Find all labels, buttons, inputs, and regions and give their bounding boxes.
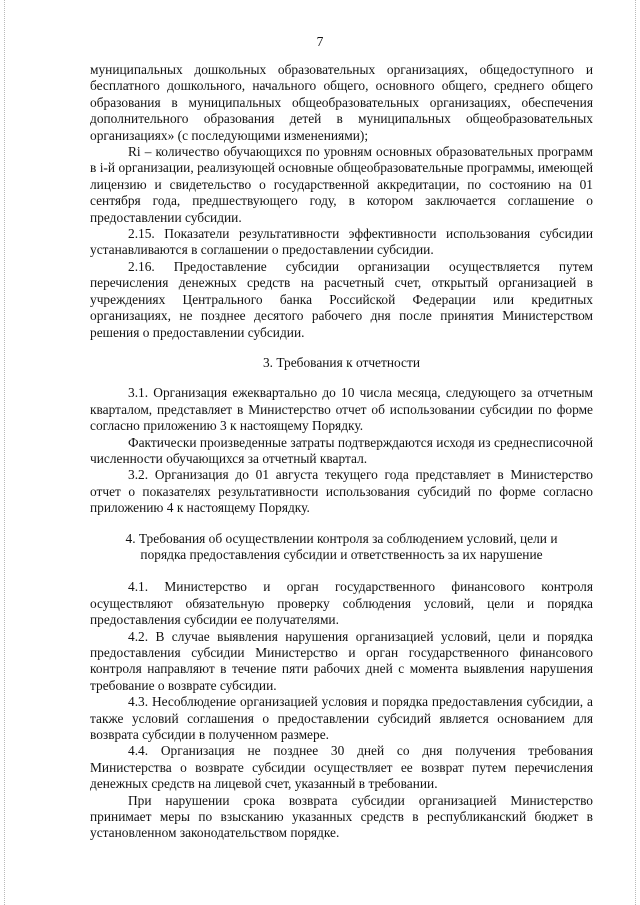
- paragraph-2-16: 2.16. Предоставление субсидии организации осуществляется путем перечисления денежных средств на расчетный счет, открытый организацией в учреждениях Центрального банка Российской Федерации или кредитных организациях, не позднее десятого рабочего дня после принятия Министерством решения о предоставлении субсидии.: [90, 258, 593, 340]
- paragraph-4-2: 4.2. В случае выявления нарушения организацией условий, цели и порядка предоставления субсидии Министерство и орган государственного финансового контроля направляют в течение пяти рабочих дней с момента выявления нарушения требование о возврате субсидии.: [90, 628, 593, 693]
- paragraph-4-4: 4.4. Организация не позднее 30 дней со дня получения требования Министерства о возврате субсидии осуществляет ее возврат путем перечисления денежных средств на лицевой счет, указанный в требовании.: [90, 743, 593, 792]
- paragraph-ri-definition: Ri – количество обучающихся по уровням основных образовательных программ в i-й организации, реализующей основные общеобразовательные программы, имеющей лицензию и свидетельство о государственной аккредитации, по состоянию на 01 сентября года, предшествующего году, в котором заключается соглашение о предоставлении субсидии.: [90, 144, 593, 225]
- page-number: 7: [316, 34, 324, 49]
- document-body: [90, 62, 593, 842]
- section-3-heading: 3. Требования к отчетности: [262, 354, 421, 370]
- paragraph-4-1: 4.1. Министерство и орган государственного финансового контроля осуществляют обязательную проверку соблюдения условий, цели и порядка предоставления субсидии ее получателями.: [90, 579, 593, 628]
- paragraph-3-1-costs: Фактически произведенные затраты подтверждаются исходя из среднесписочной численности обучающихся за отчетный квартал.: [90, 434, 593, 466]
- paragraph-continued: муниципальных дошкольных образовательных организациях, общедоступного и бесплатного дошкольного, начального общего, основного общего, среднего общего образования в муниципальных общеобразовательных организациях, обеспечения дополнительного образования детей в муниципальных общеобразовательных организациях» (с последующими изменениями);: [90, 62, 593, 143]
- paragraph-4-3: 4.3. Несоблюдение организацией условия и порядка предоставления субсидии, а также условий соглашения о предоставлении субсидий является основанием для возврата субсидии в полученном размере.: [90, 694, 593, 743]
- right-page-edge: [635, 0, 636, 905]
- left-page-edge: [4, 0, 5, 905]
- paragraph-2-15: 2.15. Показатели результативности эффективности использования субсидии устанавливаются в соглашении о предоставлении субсидии.: [90, 226, 593, 258]
- paragraph-3-1: 3.1. Организация ежеквартально до 10 числа месяца, следующего за отчетным кварталом, представляет в Министерство отчет об использовании субсидии по форме согласно приложению 3 к настоящему Порядку.: [90, 385, 593, 434]
- paragraph-3-2: 3.2. Организация до 01 августа текущего года представляет в Министерство отчет о показателях результативности использования субсидий по форме согласно приложению 4 к настоящему Порядку.: [90, 467, 593, 516]
- section-4-heading: 4. Требования об осуществлении контроля за соблюдением условий, цели и порядка предоставления субсидии и ответственность за их нарушение: [125, 530, 558, 562]
- paragraph-recovery: При нарушении срока возврата субсидии организацией Министерство принимает меры по взысканию указанных средств в республиканский бюджет в установленном законодательством порядке.: [90, 792, 593, 841]
